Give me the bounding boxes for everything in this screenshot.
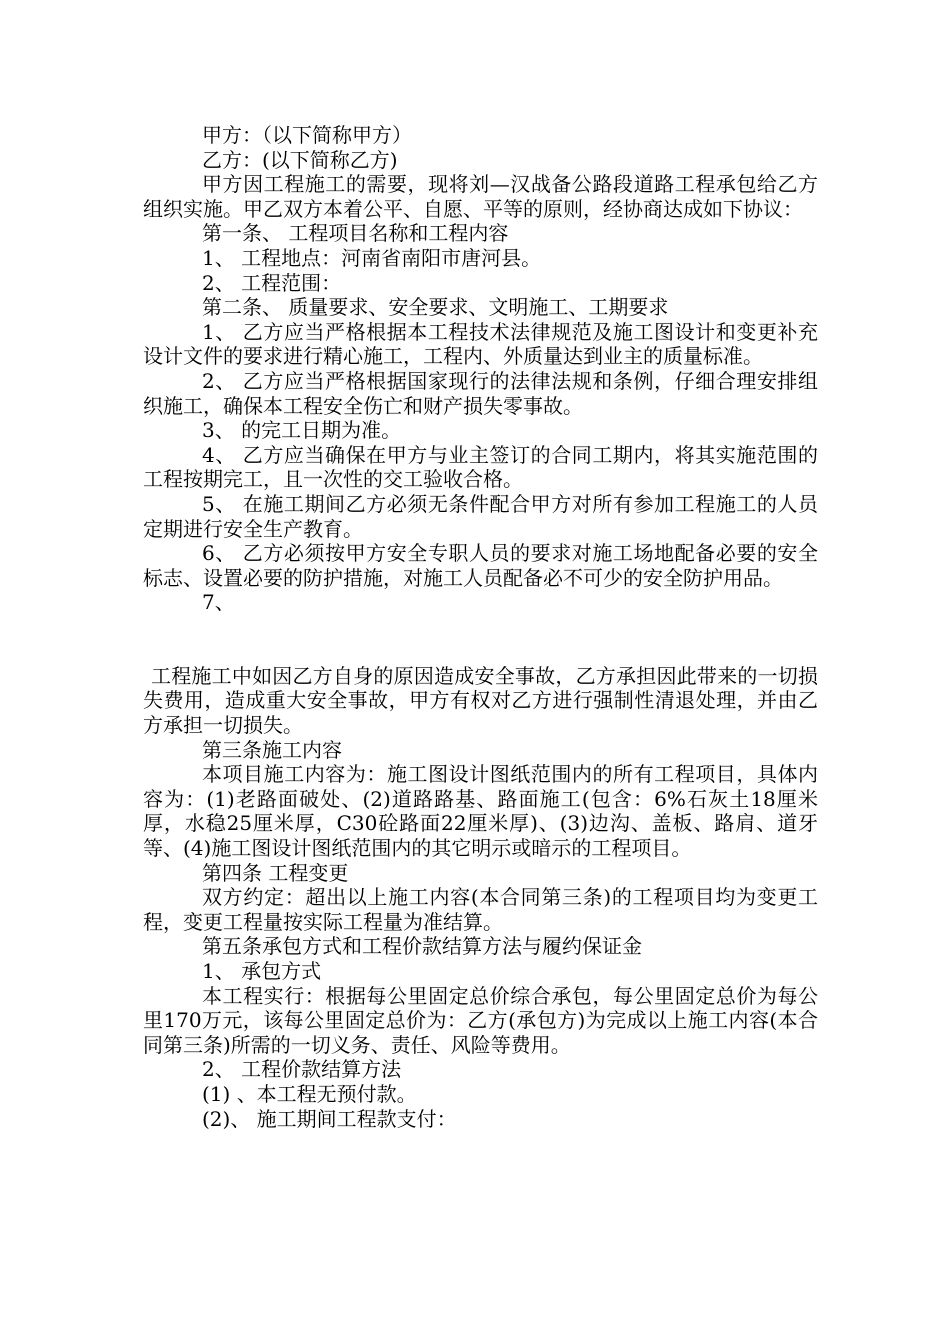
contract-body	[143, 123, 818, 1131]
article-2-item-5: 5、 在施工期间乙方必须无条件配合甲方对所有参加工程施工的人员定期进行安全生产教育。	[143, 491, 818, 541]
article-4-heading: 第四条 工程变更	[202, 860, 349, 885]
article-1-item-1: 1、 工程地点：河南省南阳市唐河县。	[202, 245, 542, 270]
article-2-item-2: 2、 乙方应当严格根据国家现行的法律法规和条例，仔细合理安排组织施工，确保本工程安全伤亡和财产损失零事故。	[143, 368, 818, 418]
safety-liability-paragraph: 工程施工中如因乙方自身的原因造成安全事故，乙方承担因此带来的一切损失费用，造成重大安全事故，甲方有权对乙方进行强制性清退处理，并由乙方承担一切损失。	[143, 663, 818, 738]
party-a-line: 甲方：（以下简称甲方）	[202, 123, 412, 147]
article-1-heading: 第一条、 工程项目名称和工程内容	[202, 221, 509, 246]
article-5-item-2-sub-2: (2)、 施工期间工程款支付：	[202, 1106, 457, 1131]
party-b-line: 乙方：(以下简称乙方)	[202, 147, 398, 172]
article-4-content: 双方约定：超出以上施工内容(本合同第三条)的工程项目均为变更工程，变更工程量按实际工程量为准结算。	[143, 885, 818, 934]
article-2-item-7: 7、	[202, 590, 235, 615]
article-2-item-4: 4、 乙方应当确保在甲方与业主签订的合同工期内，将其实施范围的工程按期完工，且一次性的交工验收合格。	[143, 442, 818, 492]
preamble-paragraph: 甲方因工程施工的需要，现将刘—汉战备公路段道路工程承包给乙方组织实施。甲乙双方本着公平、自愿、平等的原则，经协商达成如下协议：	[143, 172, 818, 221]
article-5-item-1-content: 本工程实行：根据每公里固定总价综合承包，每公里固定总价为每公里170万元，该每公里固定总价为：乙方(承包方)为完成以上施工内容(本合同第三条)所需的一切义务、责任、风险等费用。	[143, 983, 818, 1057]
article-5-heading: 第五条承包方式和工程价款结算方法与履约保证金	[202, 934, 642, 959]
blank-space	[143, 615, 818, 664]
article-2-item-1: 1、 乙方应当严格根据本工程技术法律规范及施工图设计和变更补充设计文件的要求进行精心施工，工程内、外质量达到业主的质量标准。	[143, 319, 818, 369]
article-5-item-2-sub-1: (1) 、本工程无预付款。	[202, 1081, 417, 1106]
article-2-item-6: 6、 乙方必须按甲方安全专职人员的要求对施工场地配备必要的安全标志、设置必要的防护措施，对施工人员配备必不可少的安全防护用品。	[143, 541, 818, 590]
article-3-content: 本项目施工内容为：施工图设计图纸范围内的所有工程项目，具体内容为：(1)老路面破处、(2)道路路基、路面施工(包含：6%石灰土18厘米厚，水稳25厘米厚，C30砼路面22厘米厚)、(3)边沟、盖板、路肩、道牙等、(4)施工图设计图纸范围内的其它明示或暗示的工程项目。	[143, 762, 818, 861]
article-5-item-2: 2、 工程价款结算方法	[202, 1057, 402, 1082]
article-5-item-1: 1、 承包方式	[202, 959, 322, 983]
article-3-heading: 第三条施工内容	[202, 737, 342, 762]
article-1-item-2: 2、 工程范围：	[202, 270, 342, 295]
article-2-item-3: 3、 的完工日期为准。	[202, 418, 402, 443]
article-2-heading: 第二条、 质量要求、安全要求、文明施工、工期要求	[202, 295, 669, 320]
